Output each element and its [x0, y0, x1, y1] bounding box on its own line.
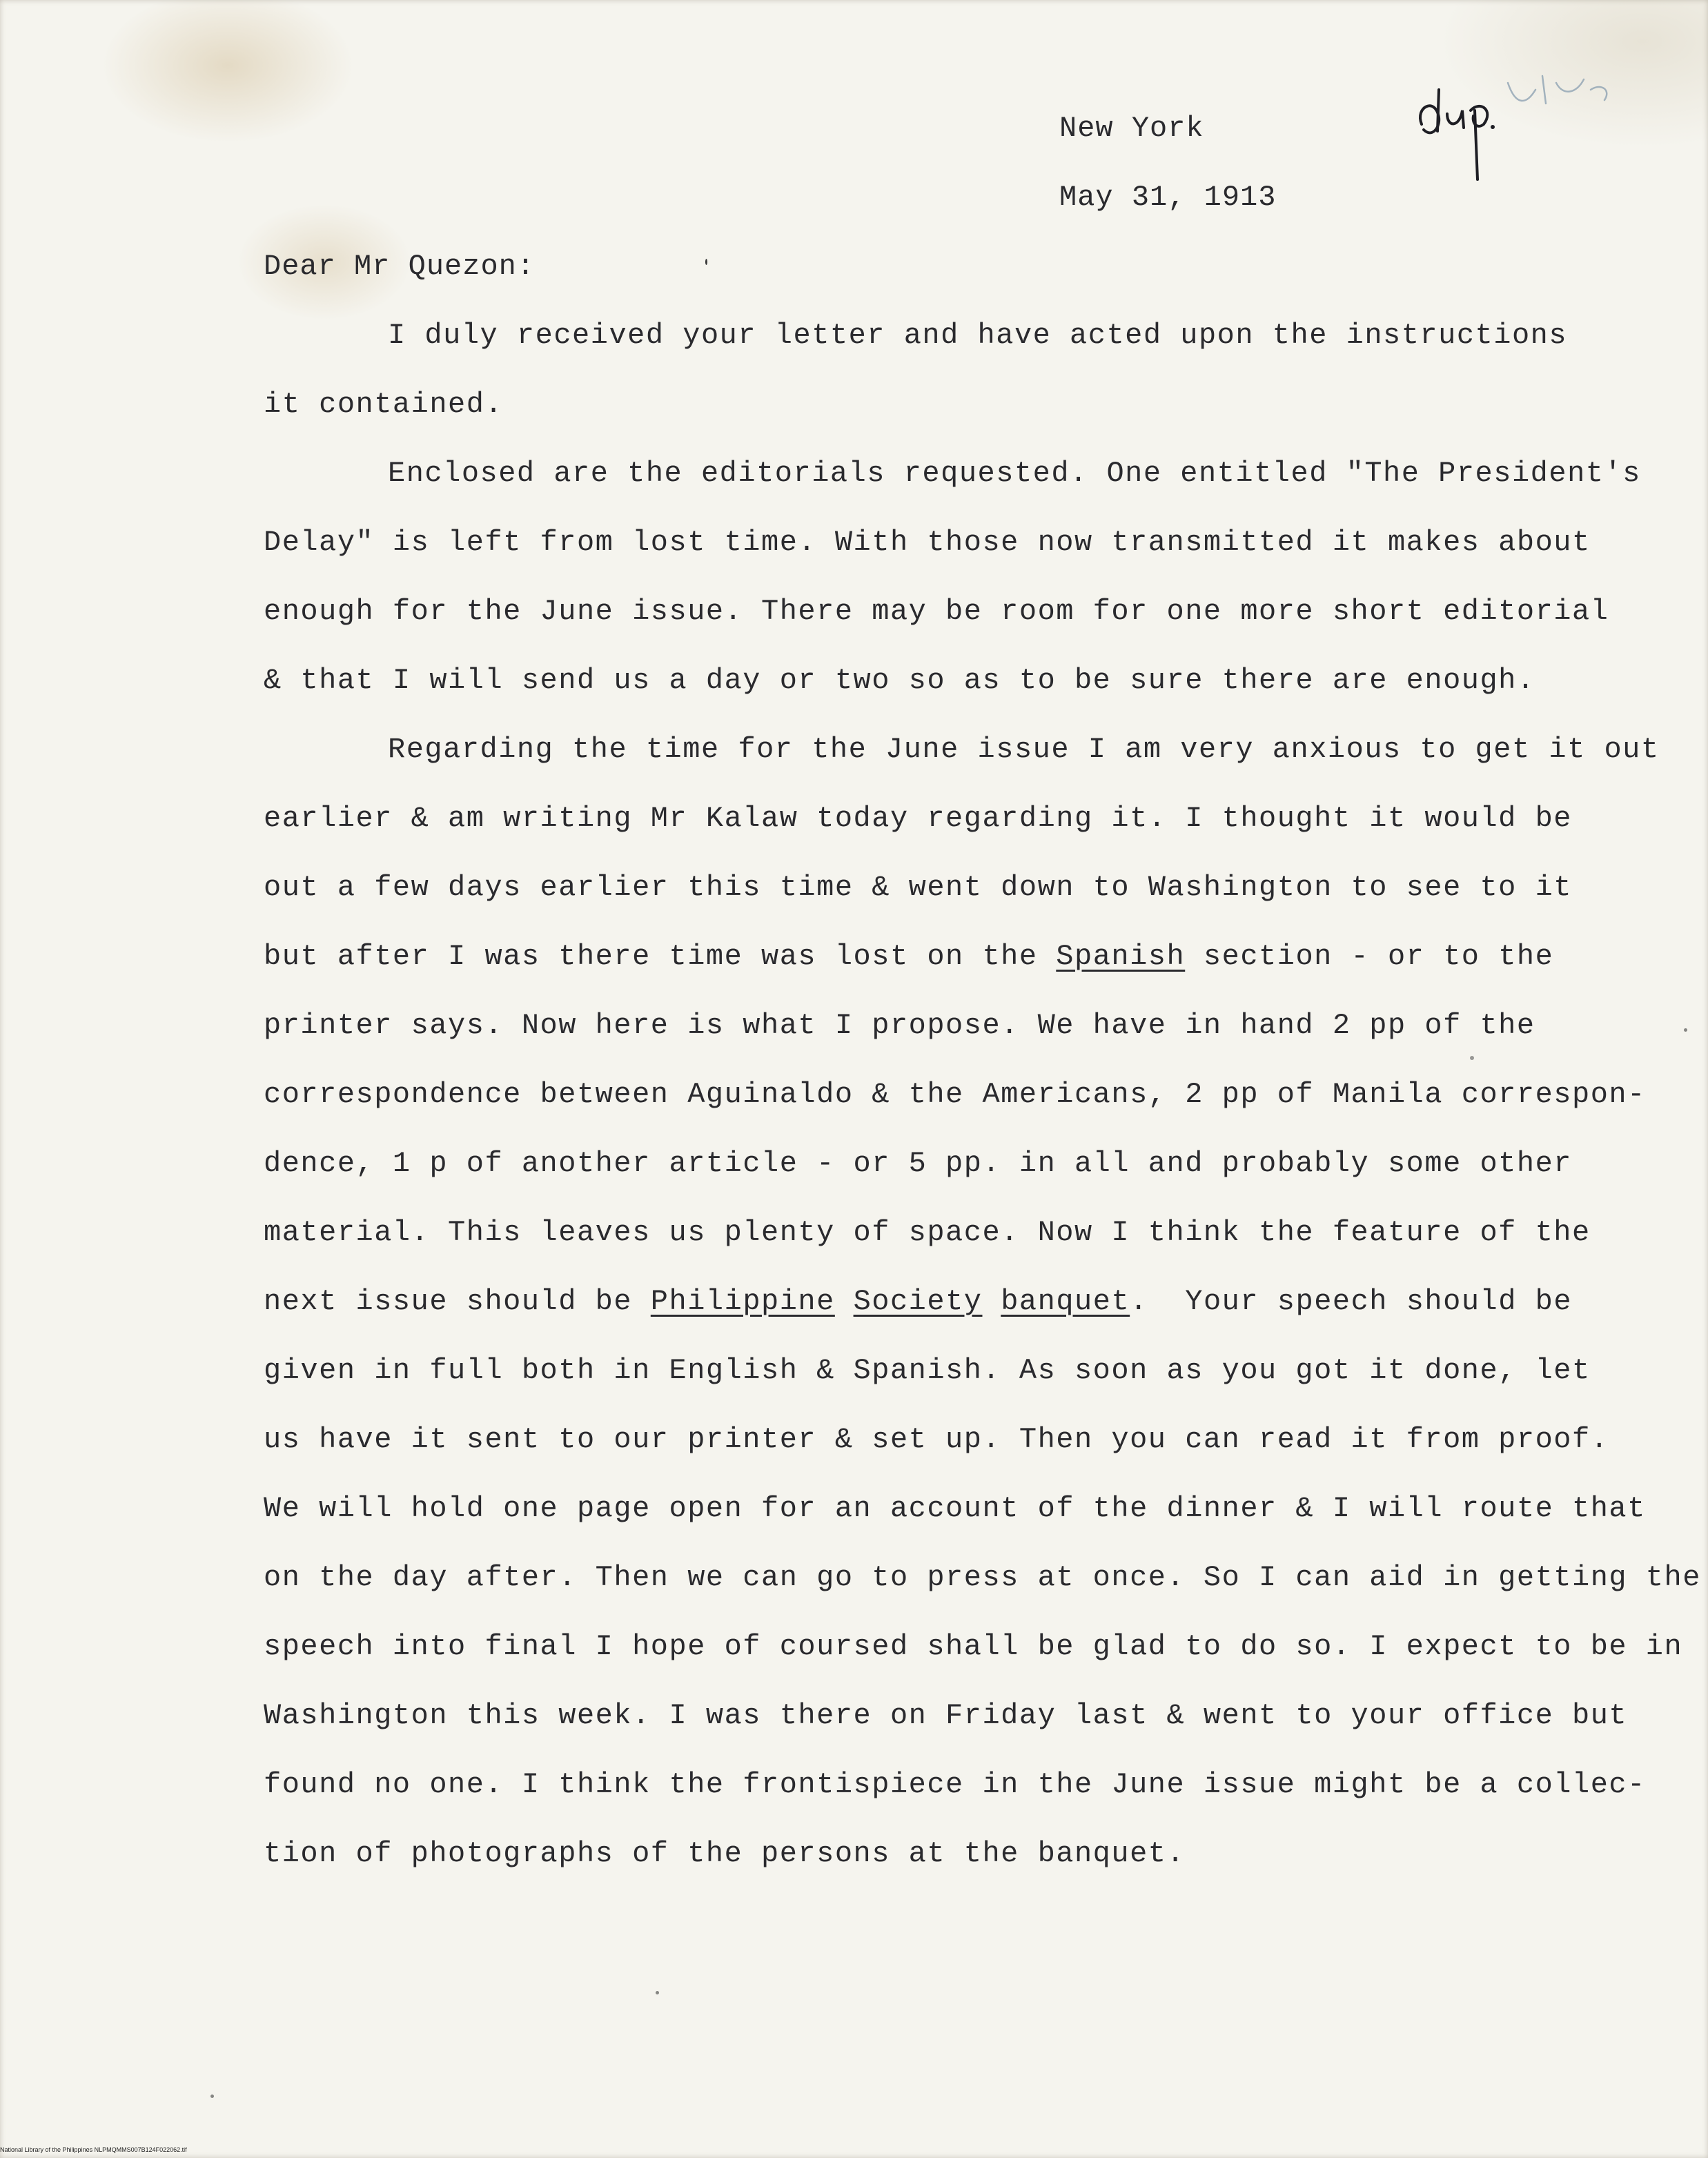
- body-line-6: & that I will send us a day or two so as to be sure there are enough.: [264, 664, 1535, 697]
- body-line-8: earlier & am writing Mr Kalaw today regarding it. I thought it would be: [264, 802, 1572, 835]
- underlined-philippine: Philippine: [650, 1285, 835, 1318]
- body-line-3: Enclosed are the editorials requested. One entitled "The President's: [388, 457, 1641, 490]
- body-line-15-a: next issue should be: [264, 1285, 651, 1318]
- body-line-10-b: section - or to the: [1185, 940, 1554, 973]
- body-line-9: out a few days earlier this time & went down to Washington to see to it: [264, 871, 1572, 904]
- svg-text:dup.: dup.: [1421, 138, 1423, 139]
- body-line-21: Washington this week. I was there on Friday last & went to your office but: [264, 1699, 1628, 1732]
- body-line-16: given in full both in English & Spanish. As soon as you got it done, let: [264, 1354, 1591, 1387]
- body-line-5: enough for the June issue. There may be room for one more short editorial: [264, 595, 1609, 628]
- body-line-15-space-2: [983, 1285, 1001, 1318]
- handwritten-note: [1404, 41, 1625, 193]
- underlined-spanish: Spanish: [1056, 940, 1186, 973]
- body-line-17: us have it sent to our printer & set up. Then you can read it from proof.: [264, 1423, 1609, 1456]
- body-line-7: Regarding the time for the June issue I am very anxious to get it out: [388, 733, 1660, 766]
- paper-speck: [210, 2095, 214, 2098]
- body-line-4: Delay" is left from lost time. With those now transmitted it makes about: [264, 526, 1591, 559]
- body-line-18: We will hold one page open for an account of the dinner & I will route that: [264, 1492, 1646, 1525]
- body-line-10-a: but after I was there time was lost on the: [264, 940, 1057, 973]
- body-line-2: it contained.: [264, 388, 504, 421]
- body-line-15: [264, 1285, 1572, 1324]
- letter-place: New York: [1059, 112, 1204, 145]
- body-line-22: found no one. I think the frontispiece in the June issue might be a collec-: [264, 1768, 1646, 1801]
- body-line-23: tion of photographs of the persons at the banquet.: [264, 1837, 1186, 1870]
- paper-speck: [1470, 1056, 1474, 1060]
- paper-speck: [1684, 1028, 1687, 1032]
- letter-date: May 31, 1913: [1059, 181, 1277, 214]
- underlined-society: Society: [853, 1285, 983, 1318]
- body-line-15-b: . Your speech should be: [1130, 1285, 1573, 1318]
- body-line-11: printer says. Now here is what I propose. We have in hand 2 pp of the: [264, 1009, 1535, 1042]
- archive-stamp: National Library of the Philippines NLPMQMMS007B124F022062.tif: [0, 2146, 187, 2153]
- body-line-20: speech into final I hope of coursed shall be glad to do so. I expect to be in: [264, 1630, 1683, 1663]
- body-line-15-space-1: [835, 1285, 854, 1318]
- body-line-19: on the day after. Then we can go to press at once. So I can aid in getting the: [264, 1561, 1701, 1594]
- paper-speck: [705, 259, 707, 265]
- body-line-14: material. This leaves us plenty of space. Now I think the feature of the: [264, 1216, 1591, 1249]
- salutation: Dear Mr Quezon:: [264, 250, 536, 283]
- body-line-12: correspondence between Aguinaldo & the Americans, 2 pp of Manila correspon-: [264, 1078, 1646, 1111]
- body-line-10: [264, 940, 1553, 979]
- body-line-1: I duly received your letter and have acted upon the instructions: [388, 319, 1568, 352]
- paper-speck: [656, 1991, 659, 1994]
- body-line-13: dence, 1 p of another article - or 5 pp. in all and probably some other: [264, 1147, 1572, 1180]
- underlined-banquet: banquet: [1001, 1285, 1130, 1318]
